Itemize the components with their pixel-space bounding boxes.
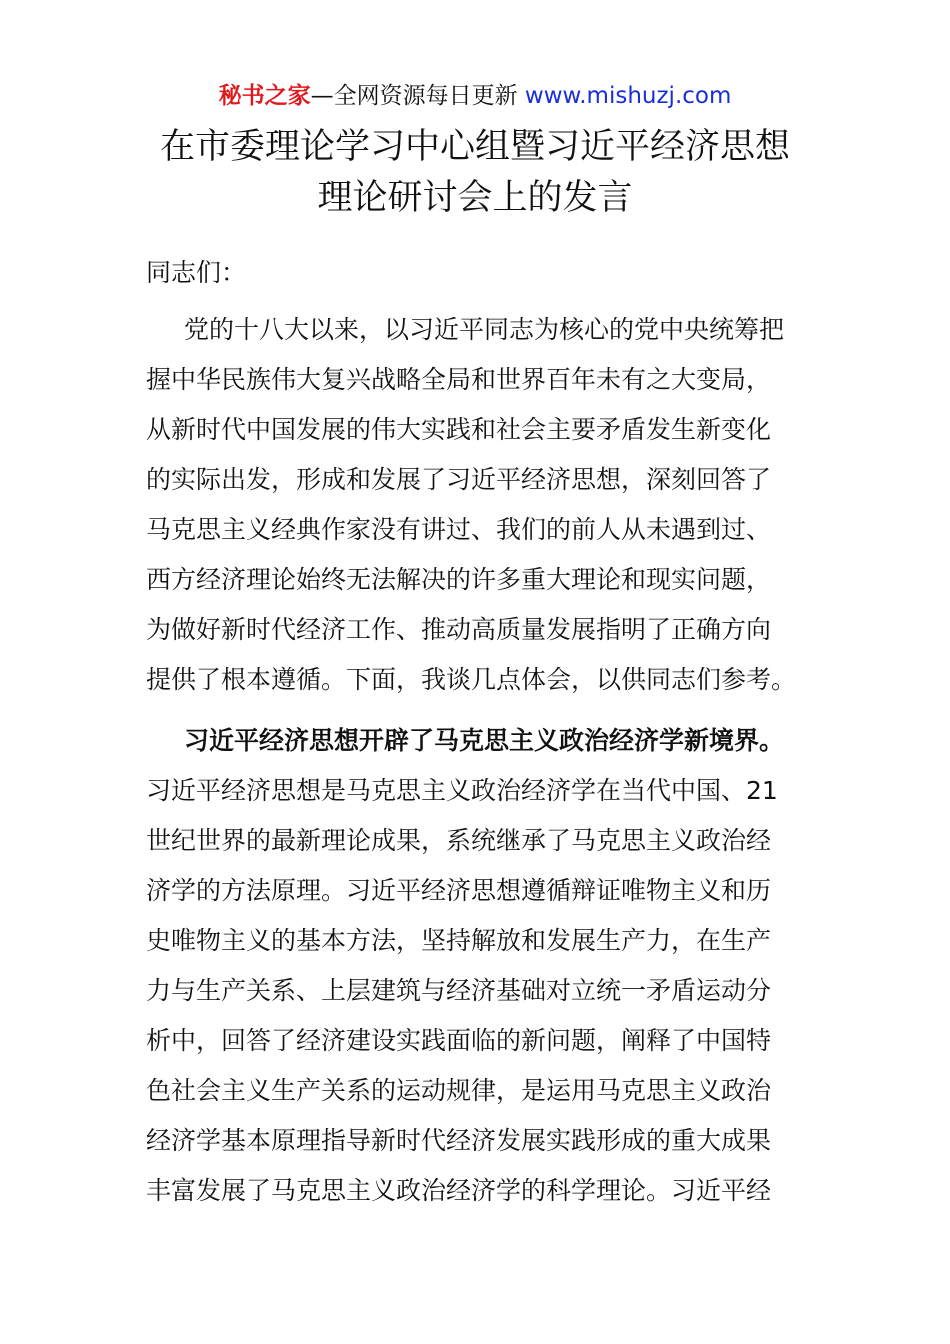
paragraph-line: 史唯物主义的基本方法，坚持解放和发展生产力，在生产: [146, 926, 772, 955]
paragraph-line: 西方经济理论始终无法解决的许多重大理论和现实问题，: [146, 565, 772, 594]
salutation: 同志们：: [146, 258, 247, 287]
paragraph-line: 的实际出发，形成和发展了习近平经济思想，深刻回答了: [146, 465, 772, 494]
paragraph-line: 力与生产关系、上层建筑与经济基础对立统一矛盾运动分: [146, 976, 772, 1005]
paragraph-line: 丰富发展了马克思主义政治经济学的科学理论。习近平经: [146, 1176, 772, 1205]
paragraph-section-1: [146, 716, 808, 1216]
paragraph-line: 色社会主义生产关系的运动规律，是运用马克思主义政治: [146, 1076, 772, 1105]
paragraph-line: 从新时代中国发展的伟大实践和社会主要矛盾发生新变化: [146, 415, 772, 444]
document-title: [100, 122, 850, 224]
header-tagline: —全网资源每日更新: [310, 83, 518, 109]
title-line: 理论研讨会上的发言: [317, 178, 633, 218]
paragraph-line: 析中，回答了经济建设实践面临的新问题，阐释了中国特: [146, 1026, 772, 1055]
paragraph-line: 习近平经济思想是马克思主义政治经济学在当代中国、21: [146, 776, 778, 805]
paragraph-line: 握中华民族伟大复兴战略全局和世界百年未有之大变局，: [146, 365, 772, 394]
paragraph-line: 马克思主义经典作家没有讲过、我们的前人从未遇到过、: [146, 515, 772, 544]
paragraph-line: 提供了根本遵循。下面，我谈几点体会，以供同志们参考。: [146, 665, 797, 694]
site-url-link[interactable]: www.mishuzj.com: [524, 83, 732, 109]
paragraph-intro: [146, 305, 808, 705]
paragraph-line: 党的十八大以来，以习近平同志为核心的党中央统筹把: [184, 315, 785, 344]
paragraph-line: 为做好新时代经济工作、推动高质量发展指明了正确方向: [146, 615, 772, 644]
site-header: [0, 80, 950, 112]
paragraph-line: 世纪世界的最新理论成果，系统继承了马克思主义政治经: [146, 826, 772, 855]
brand-name: 秘书之家: [218, 83, 311, 109]
paragraph-line: 济学的方法原理。习近平经济思想遵循辩证唯物主义和历: [146, 876, 772, 905]
paragraph-line: 经济学基本原理指导新时代经济发展实践形成的重大成果: [146, 1126, 772, 1155]
title-line: 在市委理论学习中心组暨习近平经济思想: [159, 127, 790, 167]
section-heading: 习近平经济思想开辟了马克思主义政治经济学新境界。: [184, 726, 785, 755]
